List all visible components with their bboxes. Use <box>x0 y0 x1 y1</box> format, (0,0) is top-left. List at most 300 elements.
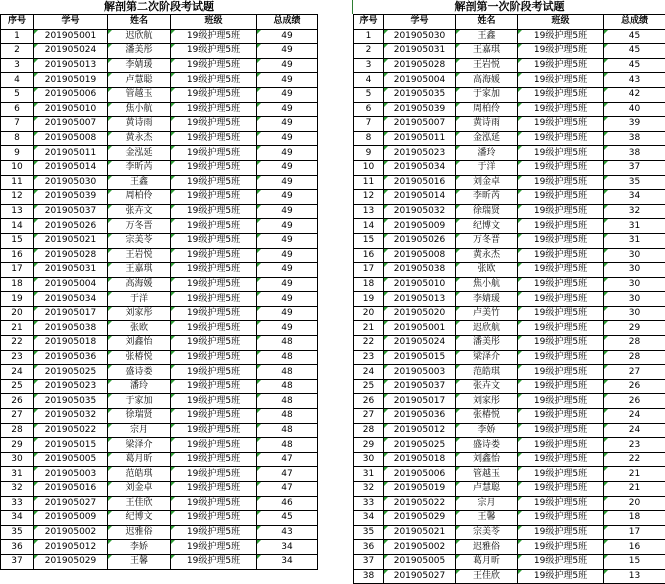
name-cell[interactable]: 高海媛 <box>108 277 171 292</box>
class-cell[interactable]: 19级护理5班 <box>171 102 257 117</box>
class-cell[interactable]: 19级护理5班 <box>518 73 604 88</box>
student-id-cell[interactable]: 201905023 <box>34 379 108 394</box>
total-cell[interactable]: 17 <box>604 525 665 540</box>
name-cell[interactable]: 卢慧聪 <box>456 482 518 497</box>
name-cell[interactable]: 李婧瑗 <box>456 292 518 307</box>
name-cell[interactable]: 卢美竹 <box>456 306 518 321</box>
total-cell[interactable]: 47 <box>257 482 318 497</box>
class-cell[interactable]: 19级护理5班 <box>518 467 604 482</box>
class-cell[interactable]: 19级护理5班 <box>518 336 604 351</box>
seq-cell[interactable]: 29 <box>354 438 384 453</box>
name-cell[interactable]: 李婧瑗 <box>108 58 171 73</box>
seq-cell[interactable]: 16 <box>1 248 34 263</box>
total-cell[interactable]: 49 <box>257 321 318 336</box>
seq-cell[interactable]: 19 <box>354 292 384 307</box>
class-cell[interactable]: 19级护理5班 <box>518 87 604 102</box>
class-cell[interactable]: 19级护理5班 <box>518 554 604 569</box>
name-cell[interactable]: 于家加 <box>456 87 518 102</box>
student-id-cell[interactable]: 201905027 <box>34 496 108 511</box>
total-cell[interactable]: 45 <box>604 44 665 59</box>
name-cell[interactable]: 葛月昕 <box>456 554 518 569</box>
class-cell[interactable]: 19级护理5班 <box>518 452 604 467</box>
class-cell[interactable]: 19级护理5班 <box>171 306 257 321</box>
right-sheet-title[interactable]: 解剖第一次阶段考试题 <box>354 0 665 15</box>
seq-cell[interactable]: 5 <box>354 87 384 102</box>
student-id-cell[interactable]: 201905016 <box>384 175 456 190</box>
student-id-cell[interactable]: 201905036 <box>384 409 456 424</box>
class-cell[interactable]: 19级护理5班 <box>171 87 257 102</box>
total-cell[interactable]: 21 <box>604 467 665 482</box>
name-cell[interactable]: 王鑫 <box>108 175 171 190</box>
class-cell[interactable]: 19级护理5班 <box>518 525 604 540</box>
name-cell[interactable]: 于洋 <box>108 292 171 307</box>
left-header-name[interactable]: 姓名 <box>108 15 171 30</box>
name-cell[interactable]: 管越玉 <box>108 87 171 102</box>
total-cell[interactable]: 26 <box>604 379 665 394</box>
left-sheet-title[interactable]: 解剖第二次阶段考试题 <box>1 0 318 15</box>
seq-cell[interactable]: 6 <box>354 102 384 117</box>
seq-cell[interactable]: 8 <box>354 131 384 146</box>
class-cell[interactable]: 19级护理5班 <box>518 263 604 278</box>
seq-cell[interactable]: 21 <box>354 321 384 336</box>
name-cell[interactable]: 宗月 <box>456 496 518 511</box>
class-cell[interactable]: 19级护理5班 <box>171 554 257 569</box>
name-cell[interactable]: 张椿悦 <box>456 409 518 424</box>
name-cell[interactable]: 盛诗娄 <box>456 438 518 453</box>
student-id-cell[interactable]: 201905010 <box>384 277 456 292</box>
seq-cell[interactable]: 22 <box>354 336 384 351</box>
total-cell[interactable]: 42 <box>604 87 665 102</box>
name-cell[interactable]: 宗月 <box>108 423 171 438</box>
seq-cell[interactable]: 33 <box>354 496 384 511</box>
total-cell[interactable]: 49 <box>257 73 318 88</box>
student-id-cell[interactable]: 201905005 <box>384 554 456 569</box>
student-id-cell[interactable]: 201905017 <box>34 306 108 321</box>
name-cell[interactable]: 王嘉琪 <box>108 263 171 278</box>
total-cell[interactable]: 49 <box>257 117 318 132</box>
name-cell[interactable]: 潘玲 <box>108 379 171 394</box>
right-header-student-id[interactable]: 学号 <box>384 15 456 30</box>
student-id-cell[interactable]: 201905032 <box>34 409 108 424</box>
seq-cell[interactable]: 18 <box>1 277 34 292</box>
class-cell[interactable]: 19级护理5班 <box>518 175 604 190</box>
class-cell[interactable]: 19级护理5班 <box>171 423 257 438</box>
total-cell[interactable]: 29 <box>604 321 665 336</box>
seq-cell[interactable]: 18 <box>354 277 384 292</box>
seq-cell[interactable]: 15 <box>354 233 384 248</box>
student-id-cell[interactable]: 201905026 <box>384 233 456 248</box>
student-id-cell[interactable]: 201905021 <box>384 525 456 540</box>
total-cell[interactable]: 27 <box>604 365 665 380</box>
student-id-cell[interactable]: 201905019 <box>384 482 456 497</box>
class-cell[interactable]: 19级护理5班 <box>171 365 257 380</box>
total-cell[interactable]: 30 <box>604 306 665 321</box>
seq-cell[interactable]: 26 <box>1 394 34 409</box>
total-cell[interactable]: 24 <box>604 423 665 438</box>
total-cell[interactable]: 24 <box>604 409 665 424</box>
class-cell[interactable]: 19级护理5班 <box>518 379 604 394</box>
class-cell[interactable]: 19级护理5班 <box>171 219 257 234</box>
seq-cell[interactable]: 2 <box>1 44 34 59</box>
name-cell[interactable]: 焦小航 <box>108 102 171 117</box>
class-cell[interactable]: 19级护理5班 <box>518 321 604 336</box>
seq-cell[interactable]: 4 <box>354 73 384 88</box>
student-id-cell[interactable]: 201905035 <box>34 394 108 409</box>
name-cell[interactable]: 刘金卓 <box>108 482 171 497</box>
seq-cell[interactable]: 29 <box>1 438 34 453</box>
name-cell[interactable]: 葛月昕 <box>108 452 171 467</box>
total-cell[interactable]: 48 <box>257 409 318 424</box>
student-id-cell[interactable]: 201905034 <box>34 292 108 307</box>
seq-cell[interactable]: 35 <box>354 525 384 540</box>
total-cell[interactable]: 21 <box>604 482 665 497</box>
class-cell[interactable]: 19级护理5班 <box>171 540 257 555</box>
class-cell[interactable]: 19级护理5班 <box>171 482 257 497</box>
class-cell[interactable]: 19级护理5班 <box>518 496 604 511</box>
total-cell[interactable]: 49 <box>257 248 318 263</box>
name-cell[interactable]: 纪博文 <box>108 511 171 526</box>
student-id-cell[interactable]: 201905006 <box>34 87 108 102</box>
name-cell[interactable]: 张卉文 <box>456 379 518 394</box>
seq-cell[interactable]: 13 <box>354 204 384 219</box>
student-id-cell[interactable]: 201905006 <box>384 467 456 482</box>
class-cell[interactable]: 19级护理5班 <box>171 467 257 482</box>
name-cell[interactable]: 刘鑫怡 <box>108 336 171 351</box>
total-cell[interactable]: 48 <box>257 350 318 365</box>
seq-cell[interactable]: 23 <box>1 350 34 365</box>
seq-cell[interactable]: 11 <box>1 175 34 190</box>
class-cell[interactable]: 19级护理5班 <box>171 511 257 526</box>
total-cell[interactable]: 35 <box>604 175 665 190</box>
class-cell[interactable]: 19级护理5班 <box>518 233 604 248</box>
left-header-total[interactable]: 总成绩 <box>257 15 318 30</box>
total-cell[interactable]: 13 <box>604 569 665 584</box>
total-cell[interactable]: 40 <box>604 102 665 117</box>
seq-cell[interactable]: 10 <box>1 160 34 175</box>
student-id-cell[interactable]: 201905032 <box>384 204 456 219</box>
right-header-class[interactable]: 班级 <box>518 15 604 30</box>
name-cell[interactable]: 周柏伶 <box>456 102 518 117</box>
total-cell[interactable]: 48 <box>257 336 318 351</box>
name-cell[interactable]: 刘家彤 <box>456 394 518 409</box>
class-cell[interactable]: 19级护理5班 <box>518 365 604 380</box>
right-header-total[interactable]: 总成绩 <box>604 15 665 30</box>
seq-cell[interactable]: 5 <box>1 87 34 102</box>
name-cell[interactable]: 张卉文 <box>108 204 171 219</box>
name-cell[interactable]: 迟雅俗 <box>108 525 171 540</box>
seq-cell[interactable]: 3 <box>354 58 384 73</box>
student-id-cell[interactable]: 201905027 <box>384 569 456 584</box>
class-cell[interactable]: 19级护理5班 <box>171 263 257 278</box>
student-id-cell[interactable]: 201905005 <box>34 452 108 467</box>
class-cell[interactable]: 19级护理5班 <box>171 117 257 132</box>
total-cell[interactable]: 49 <box>257 204 318 219</box>
total-cell[interactable]: 49 <box>257 146 318 161</box>
seq-cell[interactable]: 37 <box>1 554 34 569</box>
name-cell[interactable]: 范皓琪 <box>456 365 518 380</box>
seq-cell[interactable]: 37 <box>354 554 384 569</box>
seq-cell[interactable]: 28 <box>354 423 384 438</box>
name-cell[interactable]: 宗美苓 <box>456 525 518 540</box>
name-cell[interactable]: 王嘉琪 <box>456 44 518 59</box>
seq-cell[interactable]: 27 <box>354 409 384 424</box>
name-cell[interactable]: 于洋 <box>456 160 518 175</box>
name-cell[interactable]: 周柏伶 <box>108 190 171 205</box>
student-id-cell[interactable]: 201905024 <box>384 336 456 351</box>
student-id-cell[interactable]: 201905025 <box>34 365 108 380</box>
class-cell[interactable]: 19级护理5班 <box>518 482 604 497</box>
total-cell[interactable]: 37 <box>604 160 665 175</box>
class-cell[interactable]: 19级护理5班 <box>171 190 257 205</box>
class-cell[interactable]: 19级护理5班 <box>171 175 257 190</box>
name-cell[interactable]: 徐瑞贤 <box>456 204 518 219</box>
total-cell[interactable]: 43 <box>257 525 318 540</box>
class-cell[interactable]: 19级护理5班 <box>171 204 257 219</box>
name-cell[interactable]: 黄永杰 <box>456 248 518 263</box>
seq-cell[interactable]: 7 <box>1 117 34 132</box>
seq-cell[interactable]: 32 <box>1 482 34 497</box>
seq-cell[interactable]: 11 <box>354 175 384 190</box>
total-cell[interactable]: 49 <box>257 277 318 292</box>
seq-cell[interactable]: 36 <box>1 540 34 555</box>
seq-cell[interactable]: 32 <box>354 482 384 497</box>
seq-cell[interactable]: 14 <box>354 219 384 234</box>
class-cell[interactable]: 19级护理5班 <box>518 219 604 234</box>
total-cell[interactable]: 48 <box>257 379 318 394</box>
total-cell[interactable]: 43 <box>604 73 665 88</box>
seq-cell[interactable]: 14 <box>1 219 34 234</box>
total-cell[interactable]: 49 <box>257 29 318 44</box>
total-cell[interactable]: 30 <box>604 292 665 307</box>
class-cell[interactable]: 19级护理5班 <box>171 379 257 394</box>
total-cell[interactable]: 28 <box>604 350 665 365</box>
student-id-cell[interactable]: 201905008 <box>34 131 108 146</box>
class-cell[interactable]: 19级护理5班 <box>518 58 604 73</box>
total-cell[interactable]: 30 <box>604 277 665 292</box>
student-id-cell[interactable]: 201905029 <box>34 554 108 569</box>
total-cell[interactable]: 49 <box>257 175 318 190</box>
student-id-cell[interactable]: 201905003 <box>34 467 108 482</box>
class-cell[interactable]: 19级护理5班 <box>518 190 604 205</box>
total-cell[interactable]: 34 <box>257 554 318 569</box>
name-cell[interactable]: 迟欣航 <box>456 321 518 336</box>
total-cell[interactable]: 48 <box>257 423 318 438</box>
seq-cell[interactable]: 34 <box>354 511 384 526</box>
seq-cell[interactable]: 25 <box>1 379 34 394</box>
name-cell[interactable]: 黄永杰 <box>108 131 171 146</box>
student-id-cell[interactable]: 201905018 <box>34 336 108 351</box>
name-cell[interactable]: 迟欣航 <box>108 29 171 44</box>
total-cell[interactable]: 34 <box>257 540 318 555</box>
class-cell[interactable]: 19级护理5班 <box>171 233 257 248</box>
student-id-cell[interactable]: 201905001 <box>384 321 456 336</box>
name-cell[interactable]: 梁泽介 <box>108 438 171 453</box>
class-cell[interactable]: 19级护理5班 <box>518 117 604 132</box>
class-cell[interactable]: 19级护理5班 <box>518 160 604 175</box>
seq-cell[interactable]: 12 <box>1 190 34 205</box>
name-cell[interactable]: 张欧 <box>108 321 171 336</box>
class-cell[interactable]: 19级护理5班 <box>171 160 257 175</box>
student-id-cell[interactable]: 201905025 <box>384 438 456 453</box>
class-cell[interactable]: 19级护理5班 <box>518 204 604 219</box>
student-id-cell[interactable]: 201905035 <box>384 87 456 102</box>
seq-cell[interactable]: 1 <box>354 29 384 44</box>
name-cell[interactable]: 盛诗娄 <box>108 365 171 380</box>
student-id-cell[interactable]: 201905019 <box>34 73 108 88</box>
total-cell[interactable]: 45 <box>604 58 665 73</box>
seq-cell[interactable]: 22 <box>1 336 34 351</box>
total-cell[interactable]: 31 <box>604 219 665 234</box>
student-id-cell[interactable]: 201905015 <box>34 438 108 453</box>
student-id-cell[interactable]: 201905013 <box>34 58 108 73</box>
seq-cell[interactable]: 25 <box>354 379 384 394</box>
name-cell[interactable]: 潘玲 <box>456 146 518 161</box>
student-id-cell[interactable]: 201905029 <box>384 511 456 526</box>
class-cell[interactable]: 19级护理5班 <box>518 146 604 161</box>
student-id-cell[interactable]: 201905017 <box>384 394 456 409</box>
class-cell[interactable]: 19级护理5班 <box>171 146 257 161</box>
name-cell[interactable]: 迟雅俗 <box>456 540 518 555</box>
class-cell[interactable]: 19级护理5班 <box>518 292 604 307</box>
name-cell[interactable]: 潘美彤 <box>456 336 518 351</box>
name-cell[interactable]: 李娇 <box>108 540 171 555</box>
total-cell[interactable]: 26 <box>604 394 665 409</box>
seq-cell[interactable]: 35 <box>1 525 34 540</box>
class-cell[interactable]: 19级护理5班 <box>171 29 257 44</box>
student-id-cell[interactable]: 201905030 <box>34 175 108 190</box>
class-cell[interactable]: 19级护理5班 <box>518 423 604 438</box>
name-cell[interactable]: 金泓延 <box>456 131 518 146</box>
total-cell[interactable]: 49 <box>257 160 318 175</box>
name-cell[interactable]: 王佳欣 <box>108 496 171 511</box>
seq-cell[interactable]: 3 <box>1 58 34 73</box>
name-cell[interactable]: 刘金卓 <box>456 175 518 190</box>
total-cell[interactable]: 23 <box>604 438 665 453</box>
name-cell[interactable]: 王馨 <box>456 511 518 526</box>
total-cell[interactable]: 49 <box>257 306 318 321</box>
seq-cell[interactable]: 20 <box>1 306 34 321</box>
name-cell[interactable]: 王馨 <box>108 554 171 569</box>
name-cell[interactable]: 王岩悦 <box>456 58 518 73</box>
student-id-cell[interactable]: 201905004 <box>384 73 456 88</box>
total-cell[interactable]: 47 <box>257 467 318 482</box>
class-cell[interactable]: 19级护理5班 <box>171 336 257 351</box>
class-cell[interactable]: 19级护理5班 <box>171 292 257 307</box>
student-id-cell[interactable]: 201905020 <box>384 306 456 321</box>
name-cell[interactable]: 潘美彤 <box>108 44 171 59</box>
class-cell[interactable]: 19级护理5班 <box>518 350 604 365</box>
total-cell[interactable]: 31 <box>604 233 665 248</box>
student-id-cell[interactable]: 201905037 <box>384 379 456 394</box>
name-cell[interactable]: 李娇 <box>456 423 518 438</box>
class-cell[interactable]: 19级护理5班 <box>171 452 257 467</box>
student-id-cell[interactable]: 201905010 <box>34 102 108 117</box>
name-cell[interactable]: 李昕芮 <box>456 190 518 205</box>
student-id-cell[interactable]: 201905011 <box>384 131 456 146</box>
student-id-cell[interactable]: 201905024 <box>34 44 108 59</box>
seq-cell[interactable]: 26 <box>354 394 384 409</box>
class-cell[interactable]: 19级护理5班 <box>518 102 604 117</box>
student-id-cell[interactable]: 201905039 <box>34 190 108 205</box>
total-cell[interactable]: 20 <box>604 496 665 511</box>
total-cell[interactable]: 48 <box>257 365 318 380</box>
student-id-cell[interactable]: 201905018 <box>384 452 456 467</box>
student-id-cell[interactable]: 201905013 <box>384 292 456 307</box>
name-cell[interactable]: 金泓延 <box>108 146 171 161</box>
seq-cell[interactable]: 34 <box>1 511 34 526</box>
total-cell[interactable]: 39 <box>604 117 665 132</box>
class-cell[interactable]: 19级护理5班 <box>171 73 257 88</box>
name-cell[interactable]: 王佳欣 <box>456 569 518 584</box>
seq-cell[interactable]: 2 <box>354 44 384 59</box>
total-cell[interactable]: 34 <box>604 190 665 205</box>
student-id-cell[interactable]: 201905012 <box>34 540 108 555</box>
total-cell[interactable]: 49 <box>257 190 318 205</box>
seq-cell[interactable]: 38 <box>354 569 384 584</box>
name-cell[interactable]: 黄诗雨 <box>108 117 171 132</box>
class-cell[interactable]: 19级护理5班 <box>518 44 604 59</box>
student-id-cell[interactable]: 201905001 <box>34 29 108 44</box>
student-id-cell[interactable]: 201905023 <box>384 146 456 161</box>
total-cell[interactable]: 16 <box>604 540 665 555</box>
seq-cell[interactable]: 23 <box>354 350 384 365</box>
student-id-cell[interactable]: 201905007 <box>384 117 456 132</box>
seq-cell[interactable]: 36 <box>354 540 384 555</box>
total-cell[interactable]: 30 <box>604 263 665 278</box>
name-cell[interactable]: 刘鑫怡 <box>456 452 518 467</box>
class-cell[interactable]: 19级护理5班 <box>171 44 257 59</box>
class-cell[interactable]: 19级护理5班 <box>171 409 257 424</box>
seq-cell[interactable]: 6 <box>1 102 34 117</box>
seq-cell[interactable]: 24 <box>1 365 34 380</box>
student-id-cell[interactable]: 201905007 <box>34 117 108 132</box>
seq-cell[interactable]: 1 <box>1 29 34 44</box>
total-cell[interactable]: 49 <box>257 44 318 59</box>
name-cell[interactable]: 范皓琪 <box>108 467 171 482</box>
total-cell[interactable]: 49 <box>257 87 318 102</box>
seq-cell[interactable]: 8 <box>1 131 34 146</box>
student-id-cell[interactable]: 201905037 <box>34 204 108 219</box>
name-cell[interactable]: 万冬晋 <box>456 233 518 248</box>
class-cell[interactable]: 19级护理5班 <box>171 58 257 73</box>
name-cell[interactable]: 卢慧聪 <box>108 73 171 88</box>
class-cell[interactable]: 19级护理5班 <box>518 511 604 526</box>
seq-cell[interactable]: 19 <box>1 292 34 307</box>
total-cell[interactable]: 18 <box>604 511 665 526</box>
name-cell[interactable]: 梁泽介 <box>456 350 518 365</box>
seq-cell[interactable]: 31 <box>1 467 34 482</box>
total-cell[interactable]: 38 <box>604 131 665 146</box>
name-cell[interactable]: 万冬晋 <box>108 219 171 234</box>
seq-cell[interactable]: 17 <box>354 263 384 278</box>
student-id-cell[interactable]: 201905036 <box>34 350 108 365</box>
student-id-cell[interactable]: 201905011 <box>34 146 108 161</box>
total-cell[interactable]: 30 <box>604 248 665 263</box>
total-cell[interactable]: 45 <box>257 511 318 526</box>
right-header-name[interactable]: 姓名 <box>456 15 518 30</box>
student-id-cell[interactable]: 201905015 <box>384 350 456 365</box>
class-cell[interactable]: 19级护理5班 <box>518 306 604 321</box>
class-cell[interactable]: 19级护理5班 <box>518 409 604 424</box>
seq-cell[interactable]: 7 <box>354 117 384 132</box>
seq-cell[interactable]: 30 <box>1 452 34 467</box>
class-cell[interactable]: 19级护理5班 <box>171 321 257 336</box>
name-cell[interactable]: 王岩悦 <box>108 248 171 263</box>
class-cell[interactable]: 19级护理5班 <box>518 540 604 555</box>
student-id-cell[interactable]: 201905038 <box>34 321 108 336</box>
left-header-class[interactable]: 班级 <box>171 15 257 30</box>
total-cell[interactable]: 38 <box>604 146 665 161</box>
